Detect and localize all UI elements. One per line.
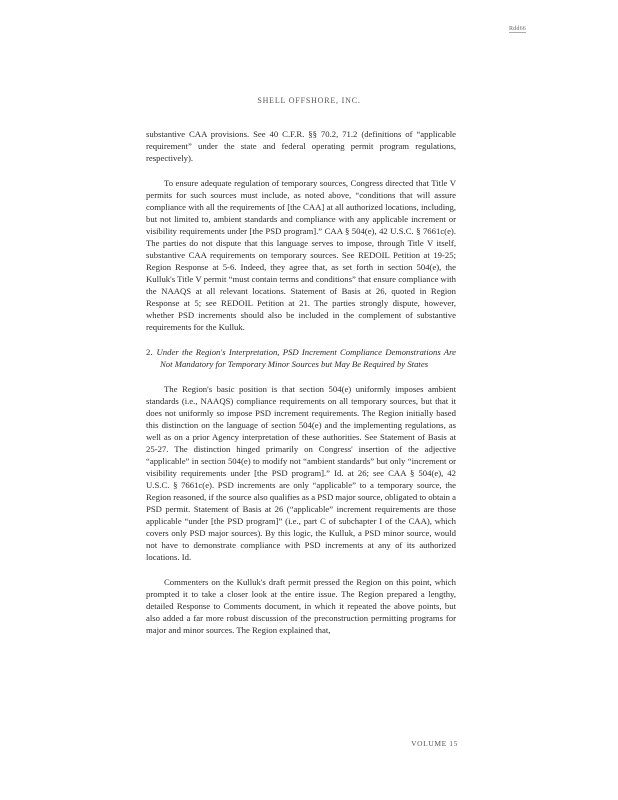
page-number: Rdd66 [508, 26, 526, 32]
running-head: SHELL OFFSHORE, INC. [257, 96, 361, 105]
paragraph-1: substantive CAA provisions. See 40 C.F.R. §§ 70.2, 71.2 (definitions of “applicable requirement” under the state and federal operating permit program regulations, respectively). [146, 129, 456, 163]
paragraph-2: To ensure adequate regulation of temporary sources, Congress directed that Title V permits for such sources must include, as noted above, “conditions that will assure compliance with all the requirements of [the CAA] at all authorized locations, including, but not limited to, ambient standards and compliance with any applicable increment or visibility requirements under [the PSD program].” CAA § 504(e), 42 U.S.C. § 7661c(e). The parties do not dispute that this language serves to impose, through Title V itself, substantive CAA requirements on temporary sources. See REDOIL Petition at 19-25; Region Response at 5-6. Indeed, they agree that, as set forth in section 504(e), the Kulluk's Title V permit “must contain terms and conditions” that ensure compliance with the NAAQS at all relevant locations. Statement of Basis at 26, quoted in Region Response at 5; see REDOIL Petition at 21. The parties strongly dispute, however, whether PSD increments should also be included in the complement of substantive requirements for the Kulluk. [146, 178, 456, 332]
section-heading-text: Under the Region's Interpretation, PSD Increment Compliance Demonstrations Are Not Mandatory for Temporary Minor Sources but May Be Required by States [156, 347, 456, 369]
paragraph-3: The Region's basic position is that section 504(e) uniformly imposes ambient standards (i.e., NAAQS) compliance requirements on all temporary sources, but that it does not uniformly so impose PSD increment requirements. The Region initially based this distinction on the language of section 504(e) and the implementing regulations, as well as on a prior Agency interpretation of these authorities. See Statement of Basis at 25-27. The distinction hinged primarily on Congress' insertion of the adjective “applicable” in section 504(e) to modify not “ambient standards” but only “increment or visibility requirements under [the PSD program].” Id. at 26; see CAA § 504(e), 42 U.S.C. § 7661c(e). PSD increments are only “applicable” to a temporary source, the Region reasoned, if the source also qualifies as a PSD major source, obligated to obtain a PSD permit. Statement of Basis at 26 (“applicable” increment requirements are those applicable “under [the PSD program]” (i.e., part C of subchapter I of the CAA), which covers only PSD major sources). By this logic, the Kulluk, a PSD minor source, would not have to demonstrate compliance with PSD increments at any of its authorized locations. Id. [146, 384, 457, 562]
section-heading-number: 2. [146, 347, 153, 357]
section-heading [146, 346, 456, 370]
footer-volume: VOLUME 15 [411, 739, 458, 748]
document-body [146, 128, 456, 636]
paragraph-4: Commenters on the Kulluk's draft permit pressed the Region on this point, which prompted it to take a closer look at the entire issue. The Region prepared a lengthy, detailed Response to Comments document, in which it repeated the above points, but also added a far more robust discussion of the preconstruction permitting programs for major and minor sources. The Region explained that, [146, 577, 456, 635]
